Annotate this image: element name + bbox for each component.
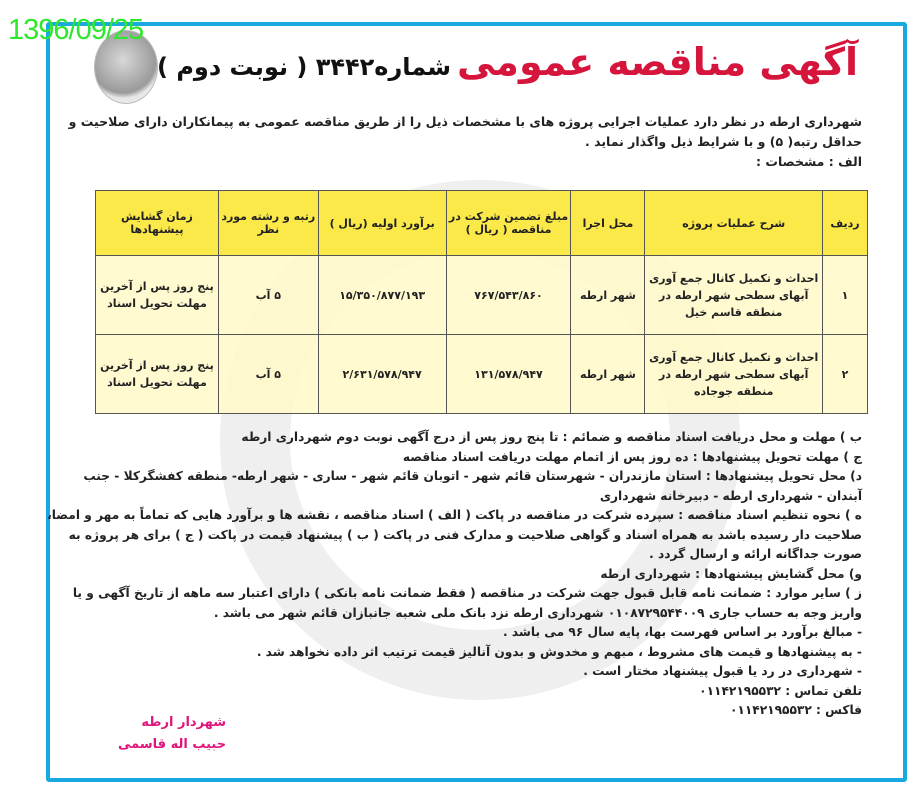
condition-item: ب ) مهلت و محل دریافت اسناد مناقصه و ضمائم : تا پنج روز پس از درج آگهی نوبت دوم شهرداری ارطه: [241, 430, 862, 444]
cell-description: احداث و تکمیل کانال جمع آوری آبهای سطحی شهر ارطه در منطقه جوجاده: [645, 335, 823, 414]
cell-grade: ۵ آب: [218, 335, 318, 414]
condition-item: - مبالغ برآورد بر اساس فهرست بها، پایه سال ۹۶ می باشد .: [502, 625, 862, 639]
col-header: زمان گشایش پیشنهادها: [96, 191, 219, 256]
cell-estimate: ۱۵/۳۵۰/۸۷۷/۱۹۳: [318, 256, 446, 335]
contact-phone: تلفن تماس : ۰۱۱۴۲۱۹۵۵۳۲: [699, 683, 862, 698]
table-row: [96, 335, 868, 414]
title-main: آگهی مناقصه عمومی: [456, 40, 858, 84]
date-stamp: 1396/09/25: [8, 14, 144, 46]
intro-text: [62, 112, 862, 172]
cell-guarantee: ۱۳۱/۵۷۸/۹۴۷: [446, 335, 571, 414]
condition-item: د) محل تحویل پیشنهادها : استان مازندران - شهرستان قائم شهر - اتوبان قائم شهر - ساری - شهر ارطه- منطقه کفشگرکلا - جنب آبندان - شهرداری ارطه - دبیرخانه شهرداری: [83, 469, 862, 503]
condition-item: - شهرداری در رد یا قبول پیشنهاد مختار است .: [583, 664, 862, 678]
cell-row-number: ۲: [823, 335, 868, 414]
cell-row-number: ۱: [823, 256, 868, 335]
cell-location: شهر ارطه: [571, 256, 645, 335]
intro-line: شهرداری ارطه در نظر دارد عملیات اجرایی پروژه های با مشخصات ذیل را از طریق مناقصه عمومی به پیمانکاران دارای صلاحیت و: [68, 114, 862, 129]
col-header: رتبه و رشته مورد نظر: [218, 191, 318, 256]
signature-name: حبیب اله قاسمی: [118, 737, 227, 752]
col-header: محل اجرا: [571, 191, 645, 256]
conditions-list: [47, 428, 862, 721]
contact-fax: فاکس : ۰۱۱۴۲۱۹۵۵۳۲: [729, 703, 862, 717]
specs-table: [95, 190, 868, 414]
col-header: برآورد اولیه (ریال ): [318, 191, 446, 256]
cell-description: احداث و تکمیل کانال جمع آوری آبهای سطحی شهر ارطه در منطقه قاسم خیل: [645, 256, 823, 335]
col-header: ردیف: [823, 191, 868, 256]
table-row: [96, 256, 868, 335]
col-header: مبلغ تضمین شرکت در مناقصه ( ریال ): [446, 191, 571, 256]
intro-line: حداقل رتبه( ۵) و با شرایط ذیل واگذار نماید .: [585, 134, 862, 149]
condition-item: ج ) مهلت تحویل پیشنهادها : ده روز پس از اتمام مهلت دریافت اسناد مناقصه: [402, 449, 862, 464]
cell-grade: ۵ آب: [218, 256, 318, 335]
signature-title: شهردار ارطه: [141, 715, 227, 730]
intro-line: الف : مشخصات :: [756, 154, 862, 169]
condition-item: ز ) سایر موارد : ضمانت نامه قابل قبول جهت شرکت در مناقصه ( فقط ضمانت نامه بانکی ) دارای اعتبار سه ماهه از تاریخ آگهی و یا واریز وجه به حساب جاری ۰۱۰۸۷۲۹۵۴۴۰۰۹ شهرداری ارطه نزد بانک ملی شعبه جانبازان قائم شهر می باشد .: [72, 586, 862, 620]
cell-guarantee: ۷۶۷/۵۴۳/۸۶۰: [446, 256, 571, 335]
table-header-row: [96, 191, 868, 256]
condition-item: - به پیشنهادها و قیمت های مشروط ، مبهم و مخدوش و بدون آنالیز قیمت ترتیب اثر داده نخواهد شد .: [256, 644, 862, 659]
page-title: [157, 40, 858, 84]
col-header: شرح عملیات پروژه: [645, 191, 823, 256]
cell-opening-time: پنج روز پس از آخرین مهلت تحویل اسناد: [96, 335, 219, 414]
cell-estimate: ۲/۶۳۱/۵۷۸/۹۴۷: [318, 335, 446, 414]
condition-item: ه ) نحوه تنظیم اسناد مناقصه : سپرده شرکت در مناقصه در پاکت ( الف ) اسناد مناقصه ، نقشه ها و برآورد هایی که تماماً به مهر و امضا، صلاحیت دار رسیده باشد به همراه اسناد و گواهی صلاحیت و مدارک فنی در پاکت ( ب ) پیشنهاد قیمت در پاکت ( ج ) برای هر پروژه به صورت جداگانه ارائه و ارسال گردد .: [47, 508, 862, 561]
title-number: شماره۳۴۴۲ ( نوبت دوم ): [157, 53, 451, 81]
cell-location: شهر ارطه: [571, 335, 645, 414]
cell-opening-time: پنج روز پس از آخرین مهلت تحویل اسناد: [96, 256, 219, 335]
condition-item: و) محل گشایش پیشنهادها : شهرداری ارطه: [600, 566, 862, 581]
